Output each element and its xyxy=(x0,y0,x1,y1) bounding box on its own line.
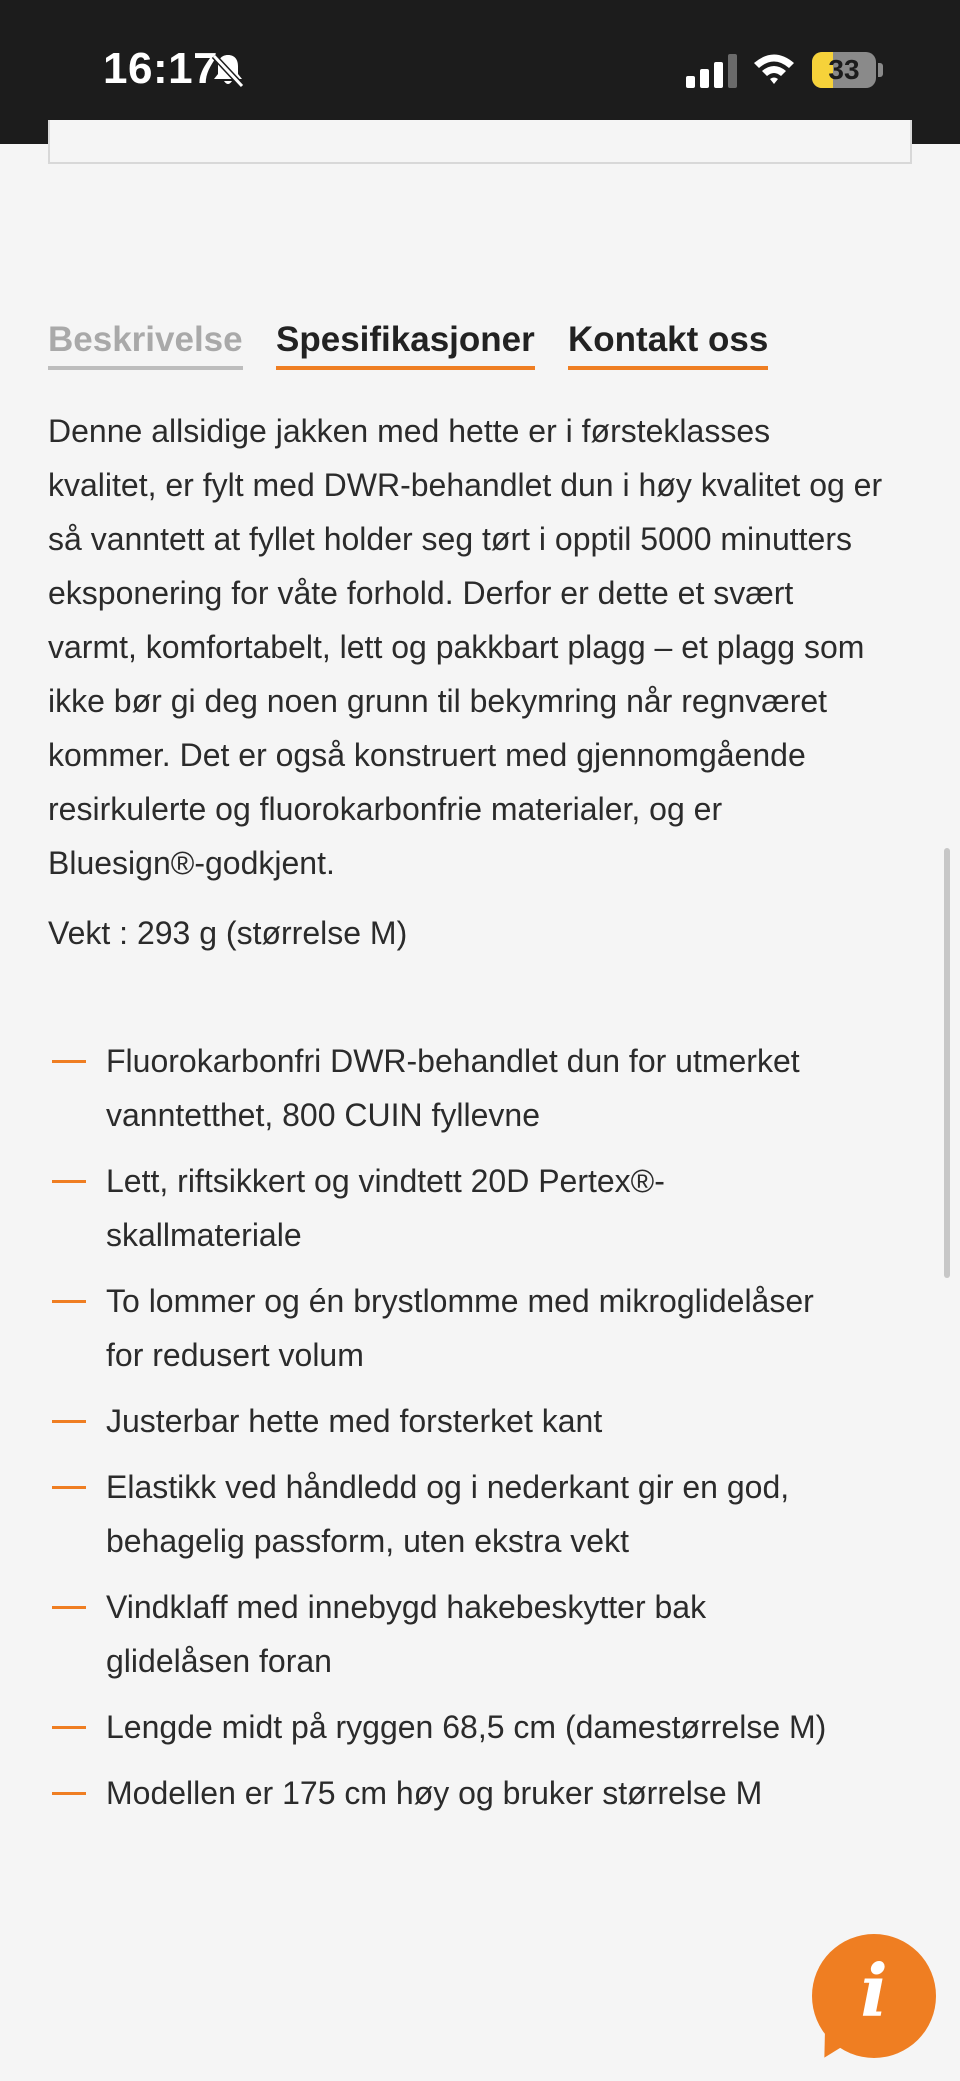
dash-bullet-icon xyxy=(52,1420,86,1423)
list-item xyxy=(48,1580,918,1688)
dash-bullet-icon xyxy=(52,1180,86,1183)
list-item xyxy=(48,1034,918,1142)
tab-beskrivelse[interactable]: Beskrivelse xyxy=(48,320,243,370)
description-line: eksponering for våte forhold. Derfor er dette et svært xyxy=(48,575,794,611)
feature-line: Justerbar hette med forsterket kant xyxy=(106,1403,603,1439)
description-line: kommer. Det er også konstruert med gjennomgående xyxy=(48,737,806,773)
feature-list xyxy=(48,1034,918,1832)
battery-level: 33 xyxy=(828,54,860,85)
feature-line: Vindklaff med innebygd hakebeskytter bak xyxy=(106,1589,707,1625)
feature-line: Lengde midt på ryggen 68,5 cm (damestørrelse M) xyxy=(106,1709,827,1745)
product-description xyxy=(48,404,918,890)
list-item xyxy=(48,1460,918,1568)
tab-kontakt-oss[interactable]: Kontakt oss xyxy=(568,320,768,370)
dash-bullet-icon xyxy=(52,1300,86,1303)
feature-line: glidelåsen foran xyxy=(106,1643,332,1679)
dash-bullet-icon xyxy=(52,1606,86,1609)
battery-icon xyxy=(812,52,876,88)
list-item xyxy=(48,1274,918,1382)
list-item xyxy=(48,1394,918,1448)
tab-spesifikasjoner[interactable]: Spesifikasjoner xyxy=(276,320,535,370)
feature-line: Elastikk ved håndledd og i nederkant gir en god, xyxy=(106,1469,790,1505)
feature-line: behagelig passform, uten ekstra vekt xyxy=(106,1523,629,1559)
description-line: varmt, komfortabelt, lett og pakkbart plagg – et plagg som xyxy=(48,629,865,665)
wifi-icon xyxy=(752,50,796,88)
description-line: ikke bør gi deg noen grunn til bekymring når regnværet xyxy=(48,683,828,719)
feature-line: To lommer og én brystlomme med mikroglidelåser xyxy=(106,1283,814,1319)
list-item xyxy=(48,1154,918,1262)
dash-bullet-icon xyxy=(52,1792,86,1795)
scrollbar[interactable] xyxy=(944,848,950,1278)
description-line: resirkulerte og fluorokarbonfrie materialer, og er xyxy=(48,791,723,827)
feature-line: vanntetthet, 800 CUIN fyllevne xyxy=(106,1097,541,1133)
status-time: 16:17 xyxy=(103,44,219,93)
list-item xyxy=(48,1766,918,1820)
description-line: så vanntett at fyllet holder seg tørt i opptil 5000 minutters xyxy=(48,521,852,557)
feature-line: for redusert volum xyxy=(106,1337,364,1373)
feature-line: Lett, riftsikkert og vindtett 20D Pertex®- xyxy=(106,1163,665,1199)
dash-bullet-icon xyxy=(52,1726,86,1729)
bell-slash-icon xyxy=(208,50,248,90)
dash-bullet-icon xyxy=(52,1486,86,1489)
info-icon: i xyxy=(860,1948,888,2033)
description-line: Denne allsidige jakken med hette er i førsteklasses xyxy=(48,413,771,449)
dash-bullet-icon xyxy=(52,1060,86,1063)
cellular-signal-icon xyxy=(686,54,738,88)
description-line: kvalitet, er fylt med DWR-behandlet dun i høy kvalitet og er xyxy=(48,467,883,503)
feature-line: skallmateriale xyxy=(106,1217,302,1253)
previous-section-card xyxy=(48,120,912,164)
list-item xyxy=(48,1700,918,1754)
battery-nub xyxy=(878,63,883,77)
description-line: Bluesign®-godkjent. xyxy=(48,845,335,881)
info-chat-button[interactable] xyxy=(812,1934,936,2058)
product-weight: Vekt : 293 g (størrelse M) xyxy=(48,915,408,951)
feature-line: Modellen er 175 cm høy og bruker størrelse M xyxy=(106,1775,763,1811)
feature-line: Fluorokarbonfri DWR-behandlet dun for utmerket xyxy=(106,1043,800,1079)
